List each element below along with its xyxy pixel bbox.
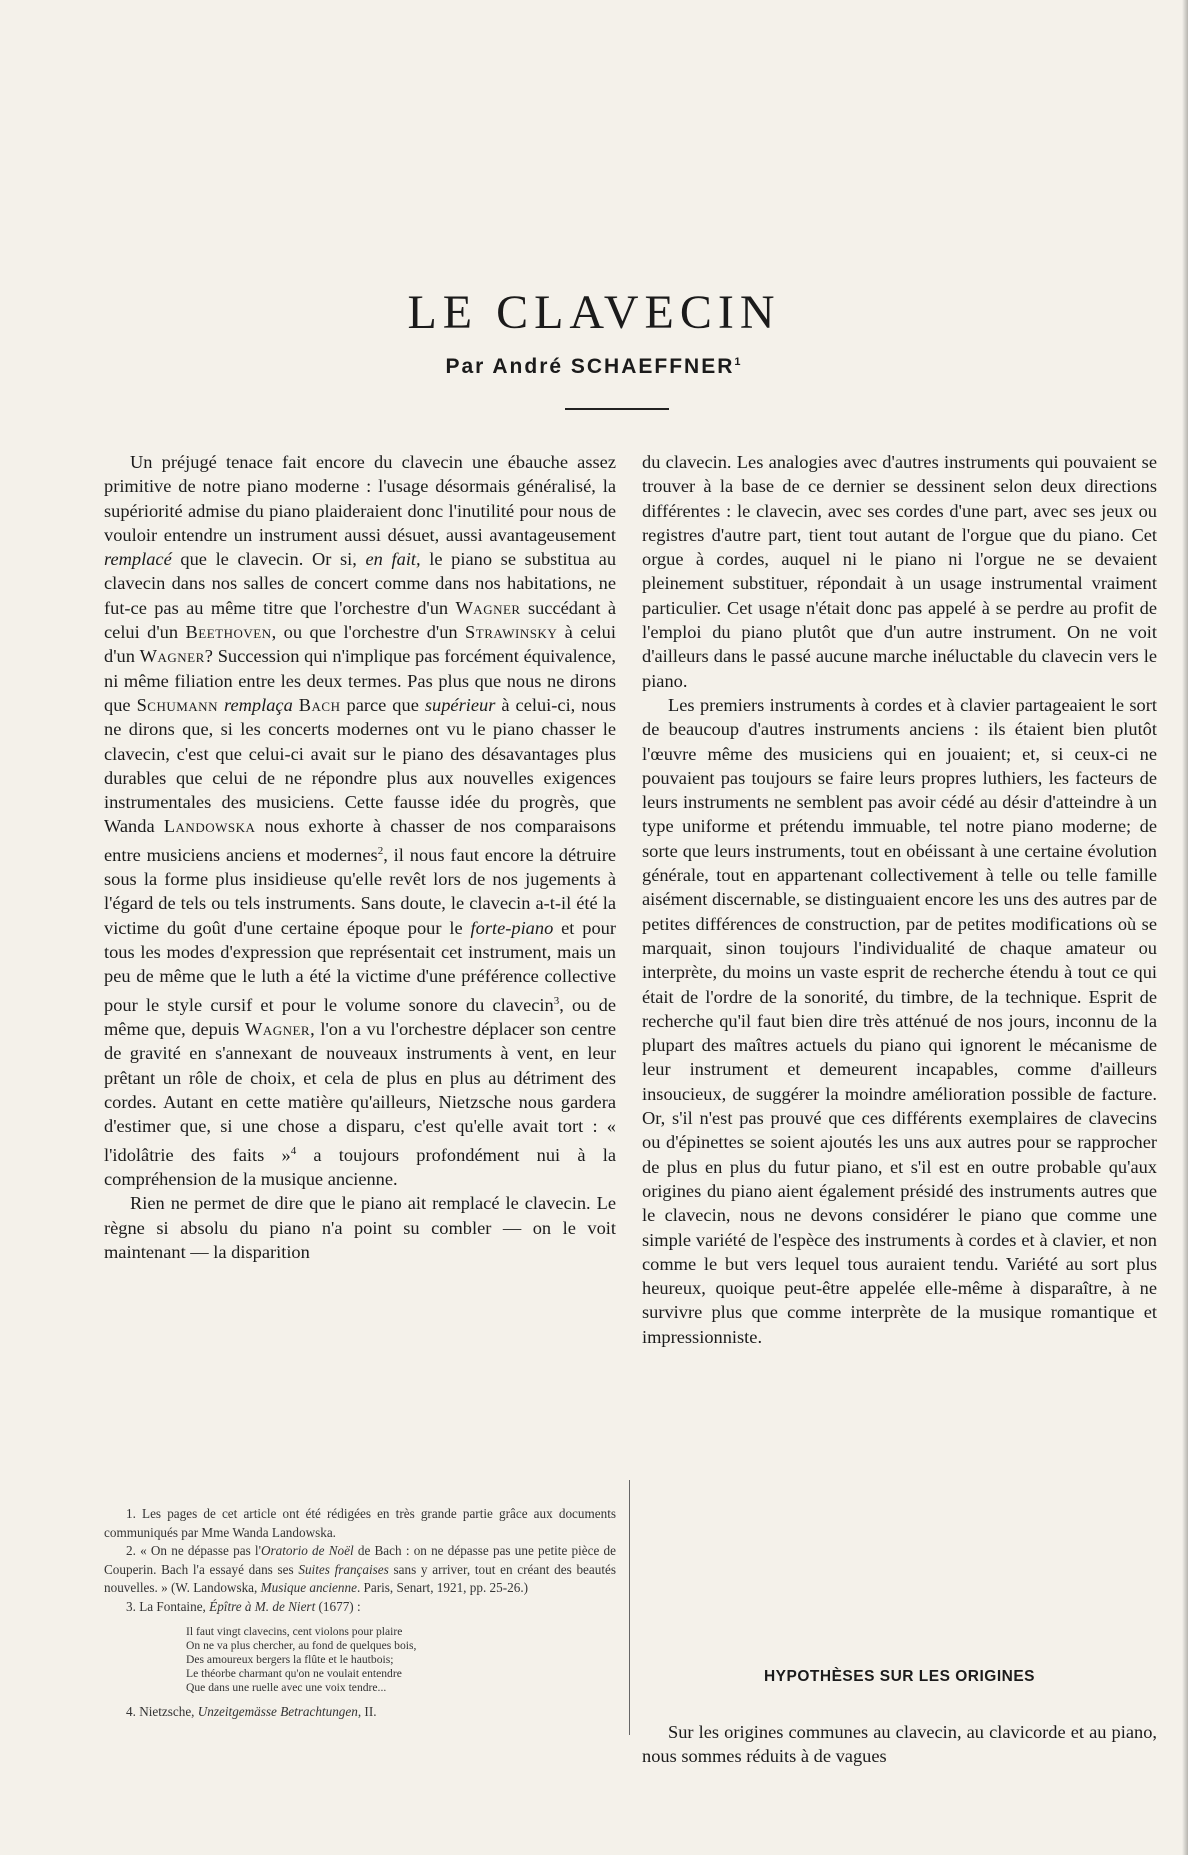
left-paragraph-2: Rien ne permet de dire que le piano ait remplacé le clavecin. Le règne si absolu du piano n'a point su combler — on le voit maintenant — la disparition bbox=[104, 1193, 616, 1262]
text-run: sans y arriver, tout en créant des beautés nouvelles. » (W. Landowska, bbox=[104, 1561, 617, 1596]
text-run: (1677) : bbox=[315, 1598, 361, 1614]
footnote-3 bbox=[104, 1598, 616, 1617]
footnote-ref: 4 bbox=[290, 1144, 297, 1157]
verse-line: On ne va plus chercher, au fond de quelques bois, bbox=[186, 1638, 417, 1652]
italic-run: Épître à M. de Niert bbox=[209, 1598, 316, 1614]
italic-run: remplacé bbox=[104, 549, 172, 570]
italic-run: remplaça bbox=[223, 694, 293, 715]
left-paragraph-1 bbox=[104, 450, 616, 1191]
verse-line: Le théorbe charmant qu'on ne voulait entendre bbox=[186, 1666, 402, 1680]
text-run: 3. La Fontaine, bbox=[126, 1598, 210, 1614]
text-run: que le clavecin. Or si, bbox=[171, 549, 366, 570]
right-paragraph-2: Les premiers instruments à cordes et à clavier partageaient le sort de beaucoup d'autres instruments anciens : ils étaient bien plutôt l'œuvre même des musiciens qui en jouaient; et, si ceux-ci ne pouvaient pas toujours se faire leurs propres luthiers, les facteurs de leurs instruments ne semblent pas avoir cédé au désir d'atteindre à un type uniforme et prétendu immuable, tel notre piano moderne; de sorte que leurs instruments, tout en obéissant à une certaine évolution générale, tout en appartenant collectivement à telle ou telle famille aisément discernable, se distinguaient encore les uns des autres par de petites différences de construction, par de petites modifications où se marquait, sinon toujours l'individualité de chaque amateur ou interprète, du moins un vaste esprit de recherche étendu à tout ce qui était de l'ordre de la sonorité, du timbre, de la technique. Esprit de recherche qu'il faut bien dire très atténué de nos jours, inconnu de la plupart des maîtres actuels du piano qui ignorent le mécanisme de leur instrument et demeurent incapables, comme d'ailleurs insoucieux, de suggérer la moindre amélioration possible de facture. Or, s'il n'est pas prouvé que ces différents exemplaires de clavecins ou d'épinettes se soient ajoutés les uns aux autres pour se rapprocher de plus en plus du futur piano, et s'il est en outre probable qu'aux origines du piano aient également présidé des instruments autres que le clavecin, nous ne devons considérer le piano que comme une simple variété de l'espèce des instruments à cordes et à clavier, et non comme le but vers lequel tous auraient tendu. Variété au sort plus heureux, quoique peut-être appelée elle-même à disparaître, à ne survivre plus que comme interprète de la musique romantique et impressionniste. bbox=[642, 694, 1157, 1347]
italic-run: Oratorio de Noël bbox=[260, 1543, 354, 1559]
composer-name: Beethoven bbox=[185, 622, 272, 643]
italic-run: en fait, bbox=[365, 549, 421, 570]
composer-name: Bach bbox=[298, 694, 341, 715]
article-byline bbox=[0, 355, 1188, 379]
italic-run: Suites françaises bbox=[298, 1561, 389, 1577]
left-column bbox=[104, 450, 616, 1264]
text-run: . Paris, Senart, 1921, pp. 25-26.) bbox=[356, 1580, 529, 1596]
right-column bbox=[642, 450, 1157, 1349]
footnote-ref: 3 bbox=[553, 994, 560, 1007]
text-run: , l'on a vu l'orchestre déplacer son centre de gravité en s'annexant de nouveaux instruments à vent, en leur prêtant un rôle de choix, et cela de plus en plus au détriment des cordes. Autant en cette matière qu'ailleurs, Nietzsche nous gardera d'estimer que, si une chose a disparu, c'est qu'elle avait tort : « l'idolâtrie des faits » bbox=[104, 1019, 616, 1165]
text-run: Un préjugé tenace fait encore du clavecin une ébauche assez primitive de notre piano moderne : l'usage désormais généralisé, la supériorité admise du piano plaideraient donc l'inutilité pour nous de vouloir entendre un instrument aussi désuet, aussi avantageusement bbox=[104, 452, 616, 545]
footnote-1: 1. Les pages de cet article ont été rédigées en très grande partie grâce aux documents communiqués par Mme Wanda Landowska. bbox=[104, 1506, 616, 1540]
footnote-ref: 2 bbox=[377, 844, 384, 857]
byline-text: Par André SCHAEFFNER bbox=[445, 355, 735, 378]
italic-run: Unzeitgemässe Betrachtungen bbox=[197, 1703, 358, 1719]
text-run: le piano se substitua au clavecin dans nos salles de concert comme dans nos habitations, ne fut-ce pas au même titre que l'orchestre d'un bbox=[104, 549, 617, 618]
text-run: succédant à celui d'un bbox=[104, 597, 616, 643]
column-divider bbox=[629, 1480, 630, 1735]
byline-footnote-mark: 1 bbox=[734, 356, 743, 368]
italic-run: supérieur bbox=[424, 694, 496, 715]
verse-line: Que dans une ruelle avec une voix tendre... bbox=[186, 1680, 387, 1694]
page-edge bbox=[1182, 0, 1188, 1855]
footnote-2 bbox=[104, 1542, 616, 1598]
text-run: 4. Nietzsche, bbox=[126, 1703, 198, 1719]
footnotes bbox=[104, 1505, 616, 1721]
composer-name: Wagner bbox=[455, 597, 521, 618]
italic-run: forte-piano bbox=[470, 917, 554, 938]
right-column-continuation bbox=[642, 1720, 1157, 1769]
text-run: et pour tous les modes d'expression que représentait cet instrument, mais un peu de même que le luth a été la victime d'une préférence collective pour le style cursif et pour le volume sonore du clavecin bbox=[104, 917, 616, 1015]
composer-name: Wagner bbox=[139, 646, 205, 667]
text-run: 2. « On ne dépasse pas l' bbox=[126, 1543, 261, 1559]
composer-name: Wagner bbox=[244, 1019, 311, 1040]
text-run: , II. bbox=[357, 1703, 377, 1719]
person-name: Landowska bbox=[163, 816, 256, 837]
verse-line: Des amoureux bergers la flûte et le hautbois; bbox=[186, 1652, 394, 1666]
verse-line: Il faut vingt clavecins, cent violons pour plaire bbox=[186, 1624, 403, 1638]
italic-run: Musique ancienne bbox=[260, 1580, 357, 1596]
right-paragraph-3: Sur les origines communes au clavecin, au clavicorde et au piano, nous sommes réduits à de vagues bbox=[642, 1722, 1157, 1767]
composer-name: Schumann bbox=[136, 694, 218, 715]
text-run: , ou de même que, depuis bbox=[104, 994, 616, 1040]
section-heading: HYPOTHÈSES SUR LES ORIGINES bbox=[763, 1668, 1036, 1685]
text-run: a toujours profondément nui à la compréhension de la musique ancienne. bbox=[104, 1144, 616, 1189]
text-run: à celui-ci, nous ne dirons que, si les concerts modernes ont vu le piano chasser le clavecin, c'est que celui-ci avait sur le piano des désavantages plus durables que celui de ne répondre plus aux nouvelles exigences instrumentales des musiciens. Cette fausse idée du progrès, que Wanda bbox=[104, 694, 617, 837]
text-run: nous exhorte à chasser de nos comparaisons entre musiciens anciens et modernes bbox=[104, 816, 616, 865]
title-rule bbox=[565, 408, 669, 410]
text-run: de Bach : on ne dépasse pas une petite pièce de Couperin. Bach l'a essayé dans ses bbox=[104, 1543, 616, 1577]
footnote-4 bbox=[104, 1703, 616, 1722]
text-run: parce que bbox=[340, 694, 425, 715]
text-run: , ou que l'orchestre d'un bbox=[271, 622, 466, 643]
text-run: à celui d'un bbox=[104, 622, 616, 667]
text-run: , il nous faut encore la détruire sous la forme plus insidieuse qu'elle revêt lors de nos jugements à l'égard de tels ou tels instruments. Sans doute, le clavecin a-t-il été la victime du goût d'une certaine époque pour le bbox=[104, 844, 616, 938]
text-run: ? Succession qui n'implique pas forcément équivalence, ni même filiation entre les deux termes. Pas plus que nous ne dirons que bbox=[104, 646, 616, 715]
composer-name: Strawinsky bbox=[465, 622, 558, 643]
verse-quotation bbox=[186, 1625, 616, 1695]
right-paragraph-1: du clavecin. Les analogies avec d'autres instruments qui pouvaient se trouver à la base de ce dernier se dessinent selon deux directions différentes : le clavecin, avec ses cordes d'une part, avec ses jeux ou registres d'autre part, tient tout autant de l'orgue que du piano. Cet orgue à cordes, auquel ni le piano ni l'orgue ne se devaient pleinement substituer, répondait à un usage instrumental vraiment particulier. Cet usage n'était donc pas appelé à se perdre au profit de l'emploi du piano plutôt que d'un autre instrument. On ne voit d'ailleurs dans le passé aucune marche inéluctable du clavecin vers le piano. bbox=[642, 452, 1157, 691]
article-title: LE CLAVECIN bbox=[407, 286, 781, 339]
